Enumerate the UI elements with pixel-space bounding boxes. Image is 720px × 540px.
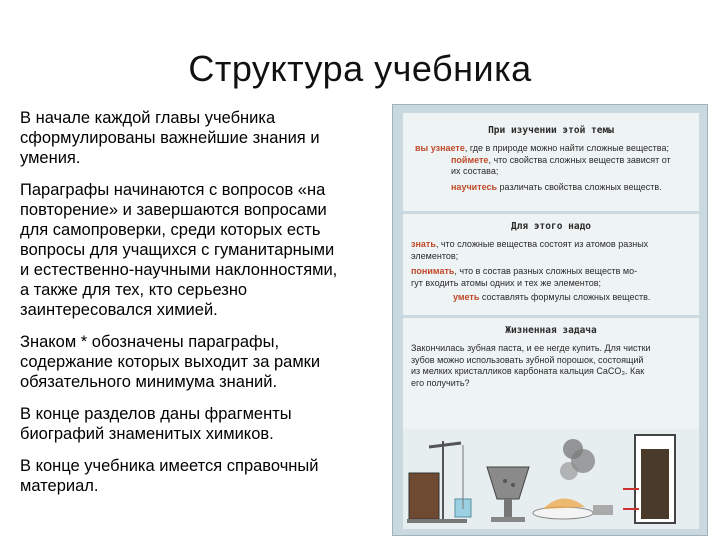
section-title: Для этого надо xyxy=(510,221,592,232)
paragraph-asterisk: Знаком * обозначены параграфы, содержание которых выходит за рамки обязательного минимума знаний. xyxy=(20,333,321,391)
paragraph-questions: Параграфы начинаются с вопросов «на повторение» и завершаются вопросами для самопроверки, среди которых есть вопросы для учащихся с гуманитарными и естественно-научными наклонностями, а также для тех, кто серьезно заинтересовался химией. xyxy=(20,181,338,319)
textbook-page xyxy=(403,113,699,529)
paragraph-reference: В конце учебника имеется справочный материал. xyxy=(20,457,319,495)
section-topic-goals: При изучении этой темы вы узнаете, где в природе можно найти сложные вещества; поймете, что свойства сложных веществ зависят от их состава; научитесь различать свойства сложных веществ. xyxy=(403,125,699,193)
divider xyxy=(403,211,699,214)
section-title: Жизненная задача xyxy=(505,325,597,336)
slide-title: Структура учебника xyxy=(188,48,532,89)
slide-body xyxy=(20,108,380,508)
section-requirements: Для этого надо знать, что сложные вещества состоят из атомов разных элементов; понимать, что в состав разных сложных веществ мо- гут входить атомы одних и тех же элементов; уметь составлять формулы сложных веществ. xyxy=(403,221,699,304)
lab-apparatus-illustration xyxy=(403,429,699,529)
paragraph-biographies: В конце разделов даны фрагменты биографий знаменитых химиков. xyxy=(20,405,292,443)
paragraph-chapter-start: В начале каждой главы учебника сформулированы важнейшие знания и умения. xyxy=(20,109,320,167)
textbook-page-image xyxy=(392,104,708,536)
divider xyxy=(403,315,699,318)
section-life-task: Жизненная задача Закончилась зубная паста, и ее негде купить. Для чистки зубов можно использовать зубной порошок, состоящий из мелких кристалликов карбоната кальция CaCO₃. Как его получить? xyxy=(403,325,699,389)
section-title: При изучении этой темы xyxy=(488,125,614,136)
